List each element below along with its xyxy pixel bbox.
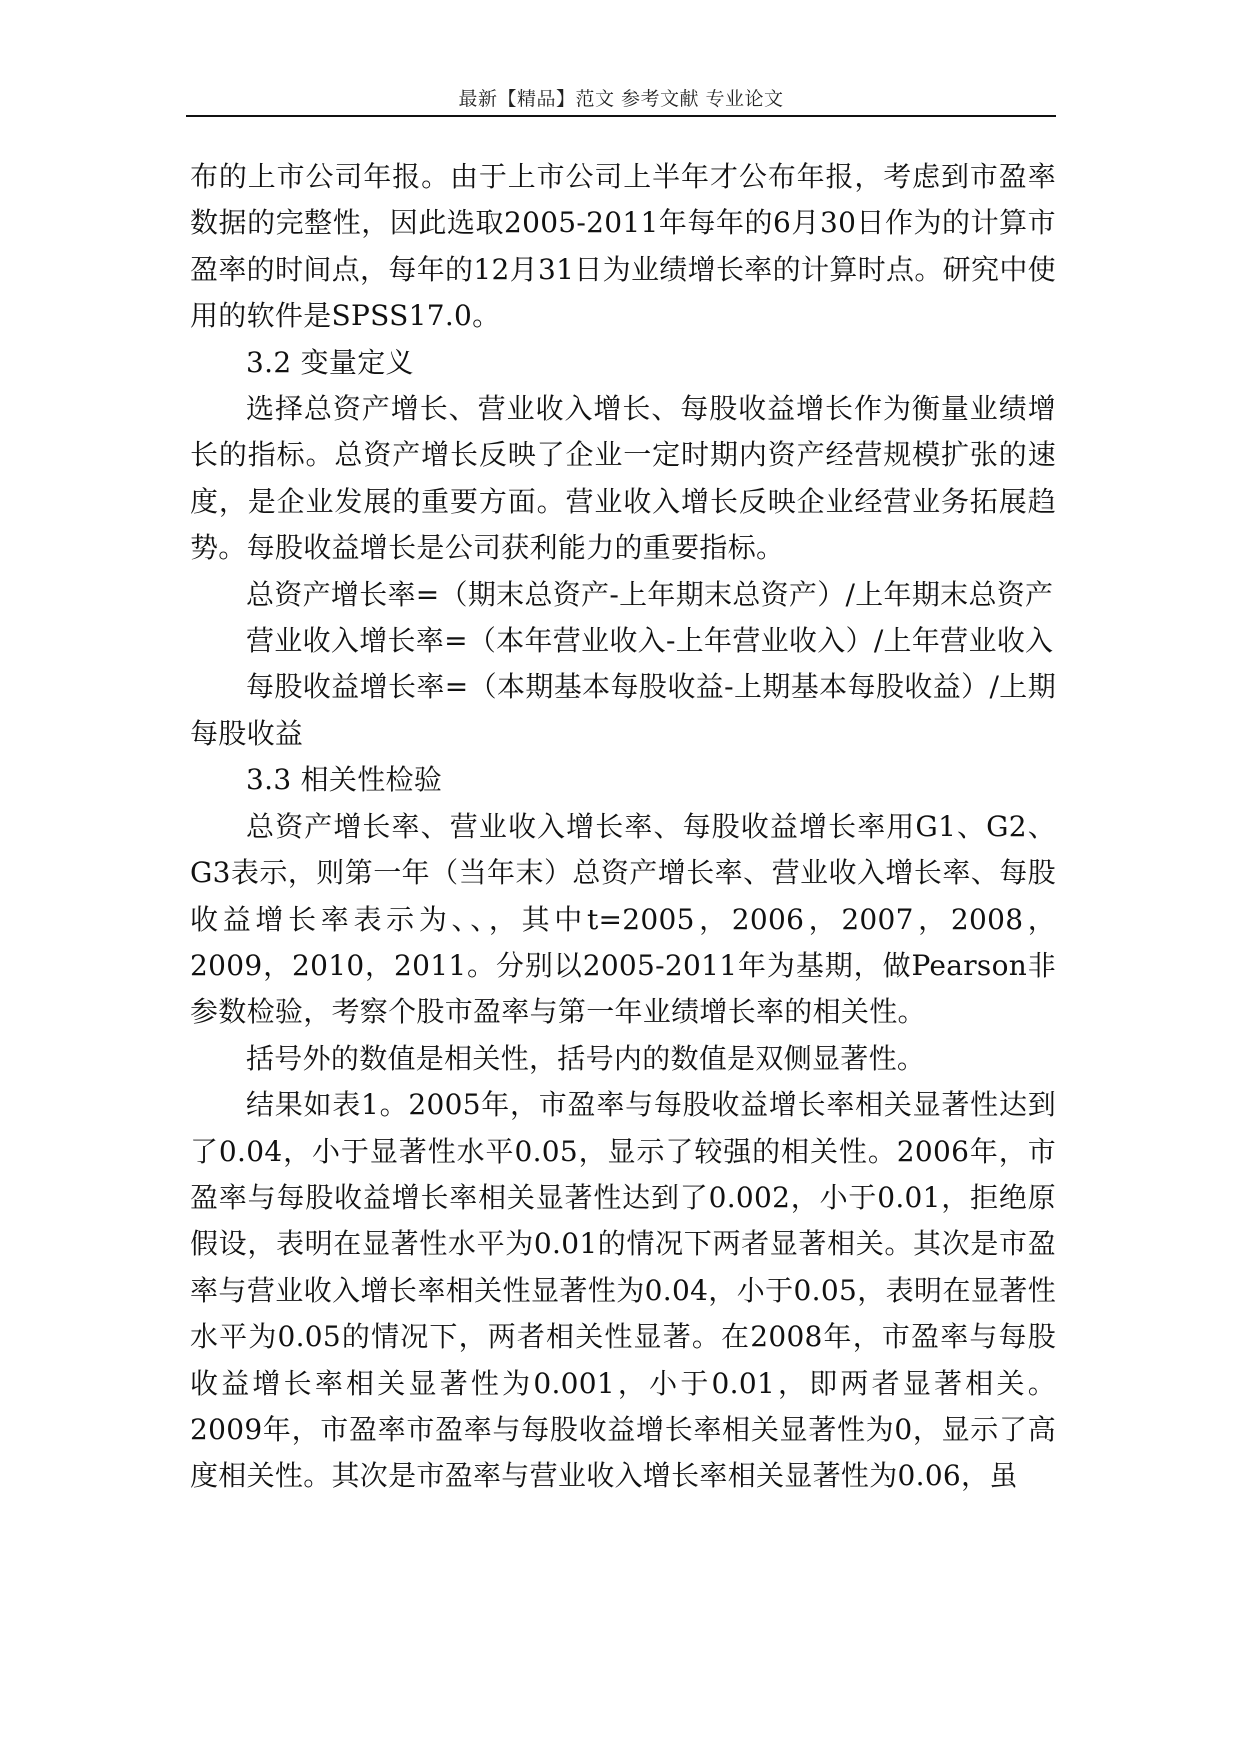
section-heading-3-2: 3.2 变量定义 (246, 345, 414, 379)
formula-eps-growth: 每股收益增长率=（本期基本每股收益-上期基本每股收益）/上期每股收益 (190, 670, 1056, 750)
page-header: 最新【精品】范文 参考文献 专业论文 (458, 88, 784, 110)
header-rule (186, 115, 1056, 117)
paragraph-bracket-note: 括号外的数值是相关性，括号内的数值是双侧显著性。 (246, 1041, 926, 1075)
formula-revenue-growth: 营业收入增长率=（本年营业收入-上年营业收入）/上年营业收入 (246, 624, 1054, 658)
paragraph-results: 结果如表1。2005年，市盈率与每股收益增长率相关显著性达到了0.04，小于显著性水平0.05，显示了较强的相关性。2006年，市盈率与每股收益增长率相关显著性达到了0.002，小于0.01，拒绝原假设，表明在显著性水平为0.01的情况下两者显著相关。其次是市盈率与营业收入增长率相关性显著性为0.04，小于0.05，表明在显著性水平为0.05的情况下，两者相关性显著。在2008年，市盈率与每股收益增长率相关显著性为0.001，小于0.01，即两者显著相关。2009年，市盈率市盈率与每股收益增长率相关显著性为0，显示了高度相关性。其次是市盈率与营业收入增长率相关显著性为0.06，虽 (190, 1088, 1056, 1493)
document-body (190, 154, 1056, 1500)
paragraph-data-source: 布的上市公司年报。由于上市公司上半年才公布年报，考虑到市盈率数据的完整性，因此选取2005-2011年每年的6月30日作为的计算市盈率的时间点，每年的12月31日为业绩增长率的计算时点。研究中使用的软件是SPSS17.0。 (190, 160, 1056, 333)
paragraph-variable-definition: 选择总资产增长、营业收入增长、每股收益增长作为衡量业绩增长的指标。总资产增长反映了企业一定时期内资产经营规模扩张的速度，是企业发展的重要方面。营业收入增长反映企业经营业务拓展趋势。每股收益增长是公司获利能力的重要指标。 (190, 392, 1056, 565)
formula-total-asset-growth: 总资产增长率=（期末总资产-上年期末总资产）/上年期末总资产 (246, 577, 1054, 611)
section-heading-3-3: 3.3 相关性检验 (246, 763, 443, 797)
paragraph-correlation-method: 总资产增长率、营业收入增长率、每股收益增长率用G1、G2、G3表示，则第一年（当年末）总资产增长率、营业收入增长率、每股收益增长率表示为、、，其中t=2005，2006，2007，2008，2009，2010，2011。分别以2005-2011年为基期，做Pearson非参数检验，考察个股市盈率与第一年业绩增长率的相关性。 (190, 809, 1056, 1029)
